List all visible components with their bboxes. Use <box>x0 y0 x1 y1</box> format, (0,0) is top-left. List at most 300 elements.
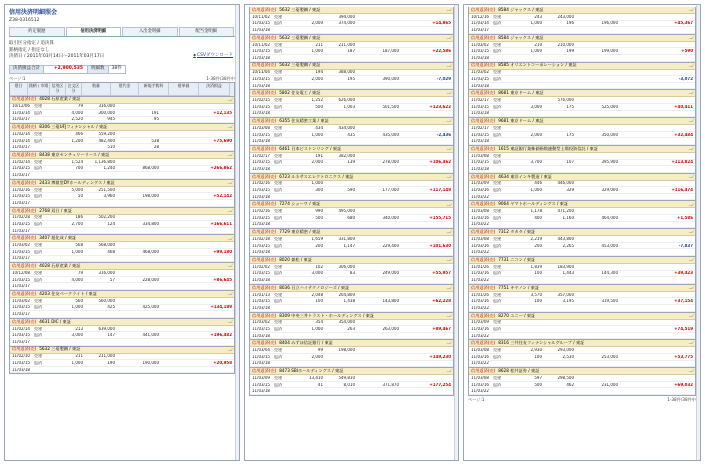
table-row <box>469 187 695 194</box>
price-cell: 868,000 <box>142 166 159 171</box>
pager-bottom <box>464 396 700 404</box>
table-row <box>250 97 453 104</box>
trade-type-cell: 返済 <box>34 194 42 199</box>
detail-marker-icon: —⁄ <box>227 207 232 213</box>
table-row <box>469 48 695 55</box>
csv-download-link[interactable]: ◆ CSVダウンロード <box>193 53 233 60</box>
scrollbar[interactable] <box>696 5 700 460</box>
date-cell: 11/03/17 <box>471 27 489 32</box>
table-row <box>469 298 695 305</box>
record-header <box>469 257 695 264</box>
date-cell: 11/03/15 <box>252 49 270 54</box>
stock-name-link[interactable]: 8270 ユニー / 東証 <box>498 312 536 318</box>
date-cell: 11/03/15 <box>12 194 30 199</box>
trade-type-cell: 売建 <box>493 264 501 269</box>
table-row <box>469 382 695 389</box>
qty-cell: 354 <box>315 320 323 325</box>
settlement-type: 信用返済(売) <box>471 118 496 124</box>
amount-cell: 502,200 <box>98 215 115 220</box>
stock-name-link[interactable]: 8020 兼松 / 東証 <box>279 256 313 262</box>
detail-marker-icon: —⁄ <box>227 263 232 269</box>
trade-type-cell: 売建 <box>493 375 501 380</box>
price-cell: 95 <box>153 117 159 122</box>
record-header <box>10 263 234 270</box>
record <box>10 97 234 125</box>
price-cell: 28 <box>153 145 159 150</box>
record <box>250 285 453 313</box>
tab-bar <box>9 27 235 37</box>
date-cell: 11/03/22 <box>471 222 489 227</box>
date-cell: 11/03/18 <box>471 111 489 116</box>
trade-type-cell: 返済 <box>34 110 42 115</box>
settlement-type: 信用返済(売) <box>12 179 37 185</box>
stock-name-link[interactable]: 1615 東証銀行業株価指数連動型上場投資信託 / 東証 <box>498 145 599 151</box>
stock-name-link[interactable]: 5802 住友電工 / 東証 <box>279 90 321 96</box>
qty-cell: 1,000 <box>71 249 83 254</box>
table-row <box>250 14 453 21</box>
settlement-type: 信用返済(売) <box>252 145 277 151</box>
date-cell: 11/03/16 <box>471 326 489 331</box>
stock-name-link[interactable]: 7731 ニコン / 東証 <box>498 256 536 262</box>
record <box>469 368 695 396</box>
settlement-type: 信用返済(売) <box>252 6 277 12</box>
trade-type-cell: 返済 <box>493 76 501 81</box>
stock-name-link[interactable]: 8316 三井住友フィナンシャルグループ / 東証 <box>498 340 585 346</box>
stock-name-link[interactable]: 2433 博報堂DYホールディングス / 東証 <box>39 179 115 185</box>
pager-page: ページ:1 <box>468 396 485 402</box>
amount-cell: 211,000 <box>98 354 115 359</box>
qty-cell: 210 <box>534 42 542 47</box>
date-cell: 11/03/08 <box>471 237 489 242</box>
amount-cell: 211,000 <box>338 42 355 47</box>
table-row <box>10 159 234 166</box>
tab-trade-history[interactable]: 約定履歴 <box>9 27 65 36</box>
record-header <box>469 63 695 70</box>
trade-type-cell: 売建 <box>34 298 42 303</box>
trade-type-cell: 返済 <box>493 299 501 304</box>
stock-name-link[interactable]: 8681 東京ドーム / 東証 <box>498 90 544 96</box>
date-cell: 11/03/17 <box>12 145 30 150</box>
date-cell: 11/03/15 <box>252 215 270 220</box>
price-cell: 340,000 <box>382 215 399 220</box>
trade-type-cell: 返済 <box>274 243 282 248</box>
stock-name-link[interactable]: 7312 タカタ / 東証 <box>498 229 536 235</box>
table-row <box>10 277 234 284</box>
qty-cell: 1,524 <box>71 159 83 164</box>
qty-cell: 213 <box>75 326 83 331</box>
date-cell: 11/03/18 <box>252 55 270 60</box>
qty-cell: 4,000 <box>71 277 83 282</box>
date-cell: 11/03/18 <box>252 250 270 255</box>
date-cell: 11/03/09 <box>471 320 489 325</box>
date-cell: 11/03/17 <box>12 117 30 122</box>
table-row <box>250 21 453 28</box>
pl-cell: -7,837 <box>678 243 693 248</box>
trade-type-cell: 売建 <box>493 70 501 75</box>
pl-cell: +155,715 <box>429 215 451 220</box>
amount-cell: 388,000 <box>338 70 355 75</box>
pl-cell: +196,482 <box>210 333 232 338</box>
date-cell: 11/03/18 <box>252 278 270 283</box>
table-row <box>10 354 234 361</box>
pl-cell: +266,862 <box>210 166 232 171</box>
stock-name-link[interactable]: 8306 三菱UFJフィナンシャル / 東証 <box>39 124 108 130</box>
table-row <box>469 222 695 229</box>
trade-type-cell: 売建 <box>493 320 501 325</box>
qty-cell: 1,659 <box>311 237 323 242</box>
trade-type-cell: 返済 <box>274 21 282 26</box>
pl-cell: +590 <box>681 49 693 54</box>
trade-type-cell: 売建 <box>34 243 42 248</box>
qty-cell: 1,000 <box>530 21 542 26</box>
stock-name-link[interactable]: 8309 中央三井トラスト・ホールディングス / 東証 <box>279 312 375 318</box>
settlement-type: 信用返済(売) <box>12 124 37 130</box>
stock-name-link[interactable]: 4634 東洋インキ製造 / 東証 <box>498 173 552 179</box>
table-row <box>469 243 695 250</box>
date-cell: 11/03/18 <box>252 361 270 366</box>
table-row <box>250 347 453 354</box>
record-header <box>250 340 453 347</box>
settlement-type: 信用返済(売) <box>252 256 277 262</box>
pl-cell: +69,032 <box>674 382 693 387</box>
detail-marker-icon: —⁄ <box>688 34 693 40</box>
amount-cell: 251,500 <box>98 187 115 192</box>
trade-type-cell: 売建 <box>493 98 501 103</box>
amount-cell: 394,000 <box>338 14 355 19</box>
table-row <box>10 200 234 207</box>
stock-name-link[interactable]: 8584 ジャックス / 東証 <box>498 34 544 40</box>
stock-name-link[interactable]: 7751 キヤノン / 東証 <box>498 284 540 290</box>
scrollbar[interactable] <box>454 5 458 460</box>
amount-cell: 1,147 <box>343 243 355 248</box>
date-cell: 11/03/15 <box>471 132 489 137</box>
trade-type-cell: 返済 <box>493 49 501 54</box>
record <box>250 118 453 146</box>
stock-name-link[interactable]: 8585 オリエントコーポレーション / 東証 <box>498 62 577 68</box>
price-cell: 334,800 <box>142 222 159 227</box>
date-cell: 11/03/17 <box>12 311 30 316</box>
table-row <box>250 42 453 49</box>
price-cell: 425,000 <box>142 305 159 310</box>
qty-cell: 200 <box>315 243 323 248</box>
qty-cell: 466 <box>75 132 83 137</box>
pl-cell: +106,462 <box>429 160 451 165</box>
table-row <box>469 42 695 49</box>
stock-name-link[interactable]: 6461 日本ピストンリング / 東証 <box>279 145 342 151</box>
trade-type-cell: 返済 <box>34 166 42 171</box>
date-cell: 11/03/22 <box>471 278 489 283</box>
price-cell: 441,000 <box>142 333 159 338</box>
stock-name-link[interactable]: 5632 三菱製鋼 / 東証 <box>39 346 81 352</box>
price-cell: 191 <box>151 110 159 115</box>
settlement-type: 信用返済(売) <box>12 318 37 324</box>
record <box>469 313 695 341</box>
stock-name-link[interactable]: 5632 三菱製鋼 / 東証 <box>279 62 321 68</box>
amount-cell: 559,200 <box>98 132 115 137</box>
scrollbar[interactable] <box>235 5 239 460</box>
record-header <box>10 180 234 187</box>
stock-name-link[interactable]: 2768 双日 / 東証 <box>39 207 73 213</box>
amount-cell: 425 <box>107 305 115 310</box>
date-cell: 11/03/08 <box>471 375 489 380</box>
settlement-type: 信用返済(売) <box>252 118 277 124</box>
date-cell: 11/02/18 <box>252 237 270 242</box>
date-cell: 11/02/14 <box>12 159 30 164</box>
price-cell: 187,000 <box>382 49 399 54</box>
stock-name-link[interactable]: 6723 ルネサスエレクトロニクス / 東証 <box>279 173 354 179</box>
pl-cell: +99,180 <box>213 249 232 254</box>
trade-type-cell: 返済 <box>274 354 282 359</box>
amount-cell: 435 <box>347 132 355 137</box>
detail-marker-icon: —⁄ <box>227 152 232 158</box>
stock-name-link[interactable]: 4028 石原産業 / 東証 <box>39 263 81 269</box>
stock-name-link[interactable]: 8036 日立ハイテクノロジーズ / 東証 <box>279 284 350 290</box>
table-row <box>469 354 695 361</box>
record-header <box>469 118 695 125</box>
detail-marker-icon: —⁄ <box>227 318 232 324</box>
stock-name-link[interactable]: 7274 ショーワ / 東証 <box>279 201 321 207</box>
qty-cell: 2,000 <box>311 76 323 81</box>
table-row <box>10 249 234 256</box>
detail-marker-icon: —⁄ <box>446 62 451 68</box>
amount-cell: 204,800 <box>338 292 355 297</box>
qty-cell: 41 <box>317 382 323 387</box>
trade-type-cell: 売建 <box>493 209 501 214</box>
amount-cell: 462 <box>566 382 574 387</box>
date-cell: 11/03/22 <box>471 305 489 310</box>
date-cell: 11/03/15 <box>12 277 30 282</box>
trade-type-cell: 売建 <box>274 70 282 75</box>
qty-cell: 194 <box>315 70 323 75</box>
col-pl: 決済損益 <box>199 83 230 96</box>
record <box>250 229 453 257</box>
table-row <box>10 298 234 305</box>
qty-cell: 1,178 <box>530 209 542 214</box>
stock-name-link[interactable]: 9681 東京ドーム / 東証 <box>498 118 544 124</box>
pl-cell: +113,824 <box>671 160 693 165</box>
stock-name-link[interactable]: 3407 旭化成 / 東証 <box>39 235 77 241</box>
stock-name-link[interactable]: 4028 石原産業 / 東証 <box>39 96 81 102</box>
amount-cell: 147 <box>107 333 115 338</box>
qty-cell: 568 <box>75 243 83 248</box>
date-cell: 11/03/08 <box>471 209 489 214</box>
trade-type-cell: 返済 <box>274 132 282 137</box>
pl-cell: +62,228 <box>432 299 451 304</box>
price-cell: 263,000 <box>382 326 399 331</box>
col-margin-type: 信用区分 <box>50 83 66 96</box>
date-cell: 11/02/17 <box>252 153 270 158</box>
amount-cell: 3,960 <box>103 194 115 199</box>
record-header <box>10 291 234 298</box>
detail-marker-icon: —⁄ <box>688 284 693 290</box>
left-panel <box>4 4 240 461</box>
stock-name-link[interactable]: 8438 東京センチュリーリース / 東証 <box>39 151 110 157</box>
price-cell: 525,000 <box>601 104 618 109</box>
table-row <box>250 292 453 299</box>
record <box>10 152 234 180</box>
stock-name-link[interactable]: 6355 住友精密工業 / 東証 <box>279 118 329 124</box>
qty-cell: 4,000 <box>71 110 83 115</box>
trade-type-cell: 返済 <box>274 326 282 331</box>
amount-cell: 3,195 <box>562 299 574 304</box>
tab-deposits[interactable]: 入出金明細 <box>122 27 178 36</box>
trade-type-cell: 返済 <box>493 271 501 276</box>
trade-type-cell: 売建 <box>274 125 282 130</box>
record-header <box>469 313 695 320</box>
settlement-type: 信用返済(売) <box>252 368 277 374</box>
trade-type-cell: 返済 <box>34 360 42 365</box>
record <box>250 90 453 118</box>
trade-type-cell: 売建 <box>274 42 282 47</box>
stock-name-link[interactable]: 8584 ジャックス / 東証 <box>498 6 544 12</box>
detail-marker-icon: —⁄ <box>446 7 451 13</box>
trade-type-cell: 売建 <box>34 354 42 359</box>
record-header <box>469 7 695 14</box>
record <box>250 313 453 341</box>
stock-name-link[interactable]: 7729 東京精密 / 東証 <box>279 229 321 235</box>
table-row <box>250 249 453 256</box>
stock-name-link[interactable]: 4631 DIC / 東証 <box>39 318 72 324</box>
pl-cell: +52,142 <box>213 194 232 199</box>
table-row <box>250 236 453 243</box>
detail-marker-icon: —⁄ <box>227 96 232 102</box>
amount-cell: 8,010 <box>343 382 355 387</box>
table-row <box>250 160 453 167</box>
col-fee: 新規手数料 <box>139 83 169 96</box>
table-row <box>250 222 453 229</box>
settlement-type: 信用返済(売) <box>471 34 496 40</box>
stock-name-link[interactable]: 5632 三菱製鋼 / 東証 <box>279 6 321 12</box>
record-header <box>469 368 695 375</box>
amount-cell: 306,000 <box>338 264 355 269</box>
trade-type-cell: 売建 <box>493 348 501 353</box>
stock-name-link[interactable]: 8473 SBIホールディングス / 東証 <box>279 368 344 374</box>
price-cell: 395,900 <box>601 160 618 165</box>
detail-marker-icon: —⁄ <box>688 173 693 179</box>
record <box>469 90 695 118</box>
date-cell: 11/03/16 <box>471 299 489 304</box>
price-cell: 464,000 <box>601 215 618 220</box>
col-price: 建単価 <box>169 83 199 96</box>
record-header <box>469 35 695 42</box>
amount-cell: 107 <box>566 160 574 165</box>
amount-cell: 510 <box>107 145 115 150</box>
date-cell: 11/01/26 <box>471 292 489 297</box>
record-header <box>250 118 453 125</box>
table-row <box>469 215 695 222</box>
record <box>10 347 234 375</box>
table-row <box>250 104 453 111</box>
table-row <box>469 194 695 201</box>
table-row <box>250 305 453 312</box>
trade-type-cell: 売建 <box>493 153 501 158</box>
record-header <box>250 63 453 70</box>
qty-cell: 700 <box>75 166 83 171</box>
table-row <box>250 354 453 361</box>
records-table <box>468 7 696 396</box>
table-row <box>469 333 695 340</box>
price-cell: 228,000 <box>142 277 159 282</box>
amount-cell: 354,000 <box>338 320 355 325</box>
amount-cell: 243,000 <box>557 14 574 19</box>
trade-type-cell: 売建 <box>493 42 501 47</box>
qty-cell: 434 <box>315 125 323 130</box>
pl-cell: +101,630 <box>429 243 451 248</box>
amount-cell: 495,000 <box>338 209 355 214</box>
record-header <box>469 229 695 236</box>
table-row <box>250 264 453 271</box>
qty-cell: 186 <box>75 215 83 220</box>
date-cell: 11/03/02 <box>252 320 270 325</box>
pl-cell: +40,411 <box>674 104 693 109</box>
trade-type-cell: 返済 <box>493 104 501 109</box>
amount-cell: 560,000 <box>98 298 115 303</box>
table-row <box>10 104 234 111</box>
table-row <box>469 70 695 77</box>
table-row <box>250 333 453 340</box>
stock-name-link[interactable]: 5632 三菱製鋼 / 東証 <box>279 34 321 40</box>
date-cell: 11/03/08 <box>252 125 270 130</box>
settlement-type: 信用返済(売) <box>12 263 37 269</box>
qty-cell: 500 <box>315 104 323 109</box>
detail-marker-icon: —⁄ <box>446 257 451 263</box>
record <box>469 257 695 285</box>
detail-marker-icon: —⁄ <box>446 368 451 374</box>
qty-cell: 446 <box>534 181 542 186</box>
table-row <box>250 76 453 83</box>
date-cell: 10/11/04 <box>252 70 270 75</box>
record-header <box>250 285 453 292</box>
stock-name-link[interactable]: 4203 住友ベークライト / 東証 <box>39 290 98 296</box>
table-row <box>250 375 453 382</box>
record <box>10 319 234 347</box>
pl-cell: -3,072 <box>678 76 693 81</box>
record <box>250 201 453 229</box>
record-header <box>469 174 695 181</box>
stock-name-link[interactable]: 8404 みずほ信託銀行 / 東証 <box>279 340 333 346</box>
tab-dividends[interactable]: 配当金明細 <box>179 27 235 36</box>
date-cell: 11/03/18 <box>252 83 270 88</box>
right-panel <box>463 4 701 461</box>
date-cell: 11/03/15 <box>252 354 270 359</box>
record-header <box>469 146 695 153</box>
date-cell: 11/03/04 <box>252 348 270 353</box>
detail-marker-icon: —⁄ <box>227 124 232 130</box>
date-cell: 11/03/22 <box>471 361 489 366</box>
stock-name-link[interactable]: 8628 松井証券 / 東証 <box>498 368 540 374</box>
stock-name-link[interactable]: 9064 ヤマトホールディングス / 東証 <box>498 201 569 207</box>
date-cell: 11/03/16 <box>471 382 489 387</box>
date-cell: 11/03/18 <box>252 166 270 171</box>
tab-margin-settlement[interactable]: 信用決済明細 <box>66 27 122 36</box>
count-value: 38件 <box>109 65 126 74</box>
price-cell: 329,000 <box>601 188 618 193</box>
date-cell: 11/03/15 <box>252 160 270 165</box>
date-cell: 11/03/15 <box>252 271 270 276</box>
table-row <box>10 326 234 333</box>
pl-cell: +74,519 <box>674 326 693 331</box>
record-header <box>469 201 695 208</box>
trade-type-cell: 返済 <box>493 243 501 248</box>
record-header <box>469 285 695 292</box>
record-header <box>469 90 695 97</box>
table-row <box>469 27 695 34</box>
trade-type-cell: 返済 <box>493 160 501 165</box>
record <box>10 180 234 208</box>
settlement-type: 信用返済(売) <box>12 207 37 213</box>
detail-marker-icon: —⁄ <box>446 229 451 235</box>
trade-type-cell: 売建 <box>34 326 42 331</box>
